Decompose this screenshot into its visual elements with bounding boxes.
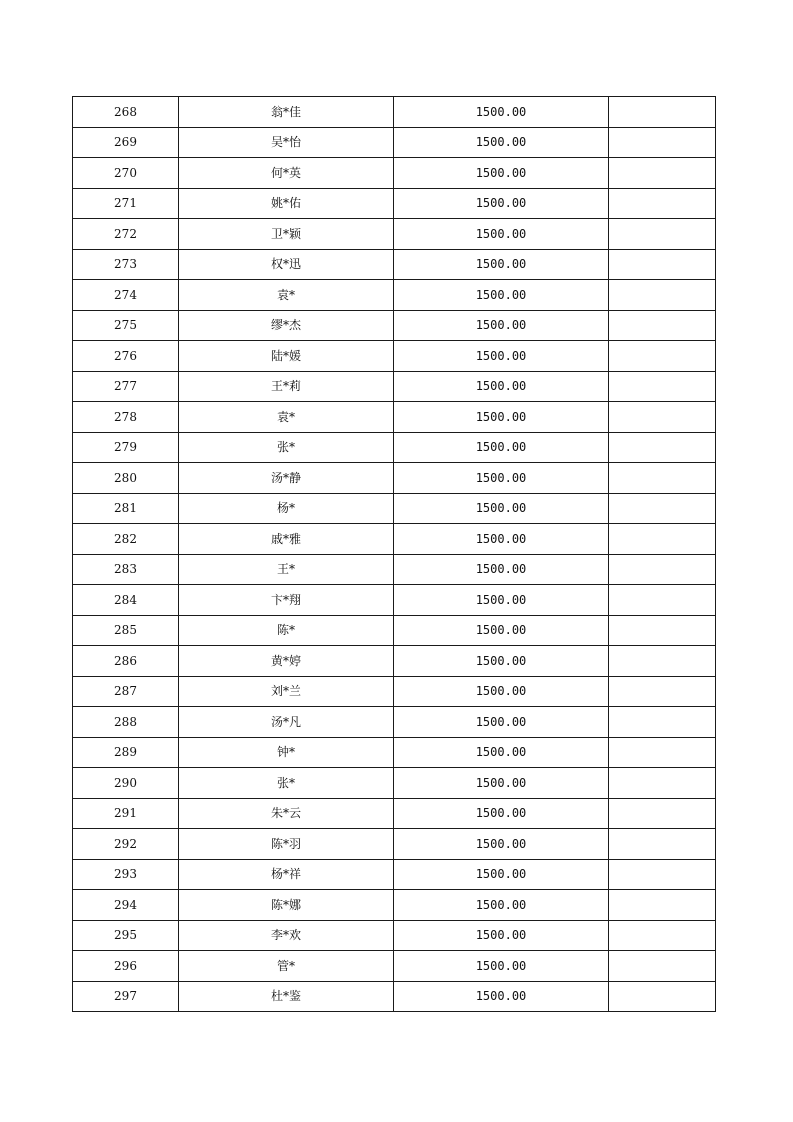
table-row [73, 798, 716, 829]
table-row [73, 951, 716, 982]
amount-cell: 1500.00 [394, 798, 609, 829]
name-cell: 何*英 [179, 158, 394, 189]
note-cell [609, 768, 716, 799]
row-number-cell: 277 [73, 371, 179, 402]
row-number-cell: 287 [73, 676, 179, 707]
amount-cell: 1500.00 [394, 158, 609, 189]
row-number-cell: 272 [73, 219, 179, 250]
note-cell [609, 676, 716, 707]
table-row [73, 768, 716, 799]
row-number-cell: 276 [73, 341, 179, 372]
amount-cell: 1500.00 [394, 981, 609, 1012]
note-cell [609, 219, 716, 250]
note-cell [609, 951, 716, 982]
note-cell [609, 554, 716, 585]
amount-cell: 1500.00 [394, 127, 609, 158]
note-cell [609, 737, 716, 768]
table-row [73, 249, 716, 280]
name-cell: 袁* [179, 280, 394, 311]
table-row [73, 707, 716, 738]
note-cell [609, 463, 716, 494]
amount-cell: 1500.00 [394, 615, 609, 646]
name-cell: 汤*凡 [179, 707, 394, 738]
table-row [73, 158, 716, 189]
amount-cell: 1500.00 [394, 341, 609, 372]
row-number-cell: 275 [73, 310, 179, 341]
note-cell [609, 920, 716, 951]
table-row [73, 585, 716, 616]
name-cell: 黄*婷 [179, 646, 394, 677]
amount-cell: 1500.00 [394, 951, 609, 982]
table-row [73, 97, 716, 128]
name-cell: 杜*鉴 [179, 981, 394, 1012]
name-cell: 陈*羽 [179, 829, 394, 860]
table-row [73, 615, 716, 646]
name-cell: 翁*佳 [179, 97, 394, 128]
row-number-cell: 296 [73, 951, 179, 982]
amount-cell: 1500.00 [394, 585, 609, 616]
name-cell: 姚*佑 [179, 188, 394, 219]
table-row [73, 554, 716, 585]
amount-cell: 1500.00 [394, 890, 609, 921]
name-cell: 李*欢 [179, 920, 394, 951]
name-cell: 刘*兰 [179, 676, 394, 707]
note-cell [609, 127, 716, 158]
name-cell: 张* [179, 432, 394, 463]
row-number-cell: 288 [73, 707, 179, 738]
name-cell: 陆*媛 [179, 341, 394, 372]
amount-cell: 1500.00 [394, 524, 609, 555]
roster-table-body [73, 97, 716, 1012]
name-cell: 王*莉 [179, 371, 394, 402]
note-cell [609, 310, 716, 341]
table-row [73, 859, 716, 890]
name-cell: 朱*云 [179, 798, 394, 829]
name-cell: 张* [179, 768, 394, 799]
row-number-cell: 281 [73, 493, 179, 524]
note-cell [609, 280, 716, 311]
note-cell [609, 341, 716, 372]
amount-cell: 1500.00 [394, 859, 609, 890]
name-cell: 袁* [179, 402, 394, 433]
note-cell [609, 859, 716, 890]
name-cell: 卫*颖 [179, 219, 394, 250]
name-cell: 缪*杰 [179, 310, 394, 341]
amount-cell: 1500.00 [394, 554, 609, 585]
name-cell: 卞*翔 [179, 585, 394, 616]
amount-cell: 1500.00 [394, 829, 609, 860]
amount-cell: 1500.00 [394, 768, 609, 799]
row-number-cell: 279 [73, 432, 179, 463]
note-cell [609, 432, 716, 463]
name-cell: 陈*娜 [179, 890, 394, 921]
table-row [73, 402, 716, 433]
note-cell [609, 371, 716, 402]
table-row [73, 737, 716, 768]
note-cell [609, 97, 716, 128]
amount-cell: 1500.00 [394, 432, 609, 463]
amount-cell: 1500.00 [394, 249, 609, 280]
row-number-cell: 283 [73, 554, 179, 585]
row-number-cell: 273 [73, 249, 179, 280]
row-number-cell: 280 [73, 463, 179, 494]
amount-cell: 1500.00 [394, 707, 609, 738]
note-cell [609, 646, 716, 677]
note-cell [609, 188, 716, 219]
row-number-cell: 282 [73, 524, 179, 555]
table-row [73, 463, 716, 494]
note-cell [609, 249, 716, 280]
table-row [73, 310, 716, 341]
name-cell: 管* [179, 951, 394, 982]
amount-cell: 1500.00 [394, 371, 609, 402]
row-number-cell: 284 [73, 585, 179, 616]
row-number-cell: 289 [73, 737, 179, 768]
name-cell: 汤*静 [179, 463, 394, 494]
table-row [73, 432, 716, 463]
table-row [73, 188, 716, 219]
note-cell [609, 707, 716, 738]
note-cell [609, 890, 716, 921]
row-number-cell: 292 [73, 829, 179, 860]
row-number-cell: 291 [73, 798, 179, 829]
row-number-cell: 294 [73, 890, 179, 921]
row-number-cell: 269 [73, 127, 179, 158]
name-cell: 戚*雅 [179, 524, 394, 555]
name-cell: 钟* [179, 737, 394, 768]
name-cell: 吴*怡 [179, 127, 394, 158]
row-number-cell: 268 [73, 97, 179, 128]
amount-cell: 1500.00 [394, 188, 609, 219]
table-row [73, 890, 716, 921]
table-row [73, 524, 716, 555]
table-row [73, 127, 716, 158]
amount-cell: 1500.00 [394, 493, 609, 524]
note-cell [609, 402, 716, 433]
note-cell [609, 798, 716, 829]
roster-table [72, 96, 716, 1012]
note-cell [609, 493, 716, 524]
name-cell: 权*迅 [179, 249, 394, 280]
amount-cell: 1500.00 [394, 920, 609, 951]
amount-cell: 1500.00 [394, 280, 609, 311]
row-number-cell: 297 [73, 981, 179, 1012]
table-row [73, 676, 716, 707]
row-number-cell: 271 [73, 188, 179, 219]
name-cell: 杨* [179, 493, 394, 524]
name-cell: 杨*祥 [179, 859, 394, 890]
amount-cell: 1500.00 [394, 402, 609, 433]
note-cell [609, 981, 716, 1012]
name-cell: 陈* [179, 615, 394, 646]
table-row [73, 371, 716, 402]
row-number-cell: 295 [73, 920, 179, 951]
note-cell [609, 615, 716, 646]
note-cell [609, 585, 716, 616]
table-row [73, 493, 716, 524]
note-cell [609, 829, 716, 860]
table-row [73, 981, 716, 1012]
note-cell [609, 158, 716, 189]
amount-cell: 1500.00 [394, 310, 609, 341]
row-number-cell: 293 [73, 859, 179, 890]
name-cell: 王* [179, 554, 394, 585]
table-row [73, 646, 716, 677]
amount-cell: 1500.00 [394, 676, 609, 707]
table-row [73, 920, 716, 951]
row-number-cell: 286 [73, 646, 179, 677]
amount-cell: 1500.00 [394, 219, 609, 250]
row-number-cell: 274 [73, 280, 179, 311]
amount-cell: 1500.00 [394, 463, 609, 494]
table-row [73, 829, 716, 860]
row-number-cell: 270 [73, 158, 179, 189]
amount-cell: 1500.00 [394, 97, 609, 128]
table-row [73, 219, 716, 250]
amount-cell: 1500.00 [394, 646, 609, 677]
row-number-cell: 290 [73, 768, 179, 799]
row-number-cell: 278 [73, 402, 179, 433]
table-row [73, 280, 716, 311]
amount-cell: 1500.00 [394, 737, 609, 768]
note-cell [609, 524, 716, 555]
row-number-cell: 285 [73, 615, 179, 646]
table-row [73, 341, 716, 372]
